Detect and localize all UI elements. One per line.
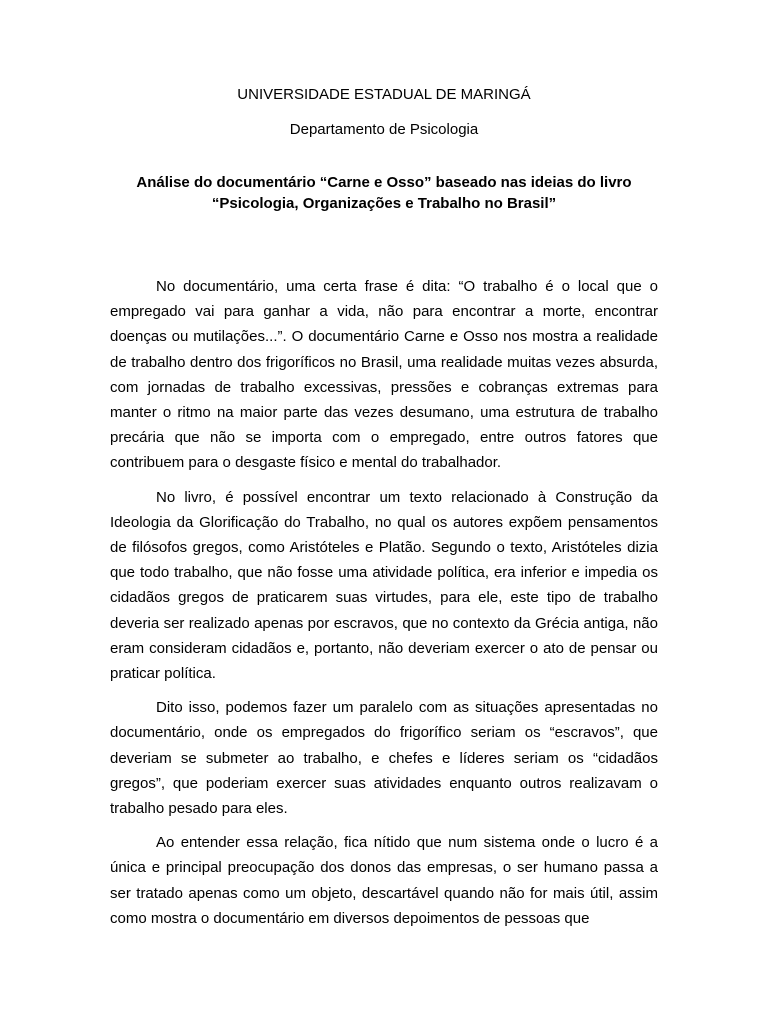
paragraph-4: Ao entender essa relação, fica nítido que num sistema onde o lucro é a única e principal preocupação dos donos das empresas, o ser humano passa a ser tratado apenas como um objeto, descartável quando não for mais útil, assim como mostra o documentário em diversos depoimentos de pessoas que xyxy=(110,834,658,927)
title-line-1: Análise do documentário “Carne e Osso” baseado nas ideias do livro xyxy=(136,174,632,191)
department-name: Departamento de Psicologia xyxy=(289,121,479,138)
paragraph-1: No documentário, uma certa frase é dita: “O trabalho é o local que o empregado vai para ganhar a vida, não para encontrar a morte, encontrar doenças ou mutilações...”. O documentário Carne e Osso nos mostra a realidade de trabalho dentro dos frigoríficos no Brasil, uma realidade muitas vezes absurda, com jornadas de trabalho excessivas, pressões e cobranças extremas para manter o ritmo na maior parte das vezes desumano, uma estrutura de trabalho precária que não se importa com o empregado, entre outros fatores que contribuem para o desgaste físico e mental do trabalhador. xyxy=(110,278,658,472)
title-line-2: “Psicologia, Organizações e Trabalho no Brasil” xyxy=(211,195,557,212)
paragraph-3: Dito isso, podemos fazer um paralelo com as situações apresentadas no documentário, onde os empregados do frigorífico seriam os “escravos”, que deveriam se submeter ao trabalho, e chefes e líderes seriam os “cidadãos gregos”, que poderiam exercer suas atividades enquanto outros realizavam o trabalho pesado para eles. xyxy=(110,699,658,818)
document-title xyxy=(110,172,658,214)
paragraph-2: No livro, é possível encontrar um texto relacionado à Construção da Ideologia da Glorificação do Trabalho, no qual os autores expõem pensamentos de filósofos gregos, como Aristóteles e Platão. Segundo o texto, Aristóteles dizia que todo trabalho, que não fosse uma atividade política, era inferior e impedia os cidadãos gregos de praticarem suas virtudes, para ele, este tipo de trabalho deveria ser realizado apenas por escravos, que no contexto da Grécia antiga, não eram consideram cidadãos e, portanto, não deveriam exercer o ato de pensar ou praticar política. xyxy=(110,488,658,683)
university-name: UNIVERSIDADE ESTADUAL DE MARINGÁ xyxy=(237,86,531,103)
